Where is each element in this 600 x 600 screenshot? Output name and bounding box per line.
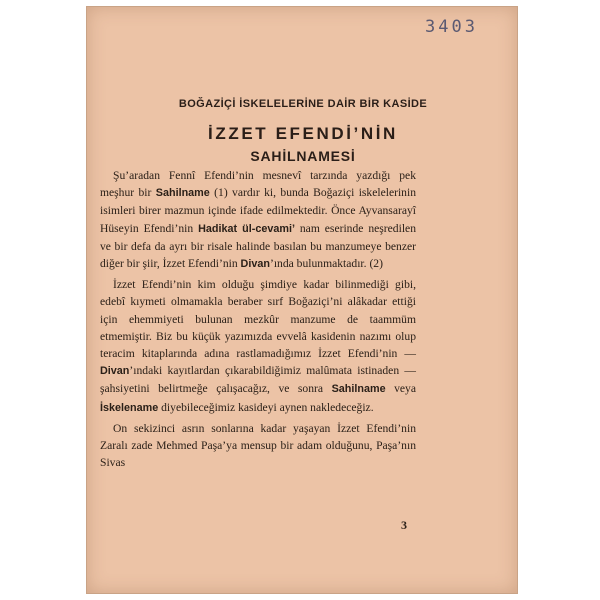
- paragraph-2-text-3: veya: [385, 382, 416, 396]
- paragraph-1-text-4: ’ında bulunmaktadır. (2): [269, 257, 383, 271]
- paragraph-2-bold-sahilname: Sahilname: [331, 383, 386, 396]
- paragraph-2-text-4: diyebileceğimiz kasideyi aynen nakledeceğiz.: [158, 400, 374, 414]
- paragraph-1-bold-divan: Divan: [240, 258, 270, 271]
- paragraph-1-text-3: nam eserinde neşredilen ve bir defa da ayrı bir risale halinde basılan bu manzumeye benzer diğer bir şiir, İzzet Efendi’nin: [100, 221, 416, 271]
- paragraph-1: [100, 167, 416, 273]
- paragraph-3: [100, 420, 416, 472]
- paragraph-1-bold-sahilname: Sahilname: [155, 187, 210, 200]
- paragraph-2-text-1: İzzet Efendi’nin kim olduğu şimdiye kadar bilinmediği gibi, edebî kıymeti olmamakla beraber sırf Boğaziçi’ni alâkadar ettiği için ehemmiyeti bulunan mezkûr manzume de taammüm etmemiştir. Biz bu küçük yazımızda evvelâ kasidenin nazımı olup teracim kitaplarında adına rastlamadığımız İzzet Efendi’nin —: [100, 278, 416, 361]
- paragraph-2: [100, 276, 416, 417]
- paragraph-2-bold-divan: Divan: [100, 365, 130, 378]
- section-kicker: BOĞAZİÇİ İSKELELERİNE DAİR BİR KASİDE: [178, 98, 428, 110]
- paragraph-2-text-2: ’ındaki kayıtlardan çıkarabildiğimiz malûmata istinaden — şahsiyetini belirtmeğe çalışacağız, ve sonra: [100, 364, 416, 396]
- article-body: [100, 167, 416, 474]
- page-subtitle: SAHİLNAMESİ: [250, 148, 356, 164]
- paragraph-1-text-2: (1) vardır ki, bunda Boğaziçi iskelelerinin isimleri birer mazmun içinde ifade edilmektedir. Önce Ayvansarayî Hüseyin Efendi’nin: [100, 186, 416, 235]
- paragraph-3-text-1: On sekizinci asrın sonlarına kadar yaşayan İzzet Efendi’nin Zaralı zade Mehmed Paşa’ya mensup bir adam olduğunu, Paşa’nın Sivas: [100, 421, 416, 470]
- library-stamp-number: 3403: [425, 17, 478, 37]
- paragraph-2-bold-iskelename: İskelename: [100, 401, 159, 414]
- paragraph-1-text-1: Şu’aradan Fennî Efendi’nin mesnevî tarzında yazdığı pek meşhur bir: [100, 169, 416, 200]
- paragraph-1-bold-hadikat: Hadikat ül-cevami’: [198, 222, 295, 235]
- page-title: İZZET EFENDİ’NİN: [208, 124, 398, 143]
- page-number: 3: [401, 518, 407, 532]
